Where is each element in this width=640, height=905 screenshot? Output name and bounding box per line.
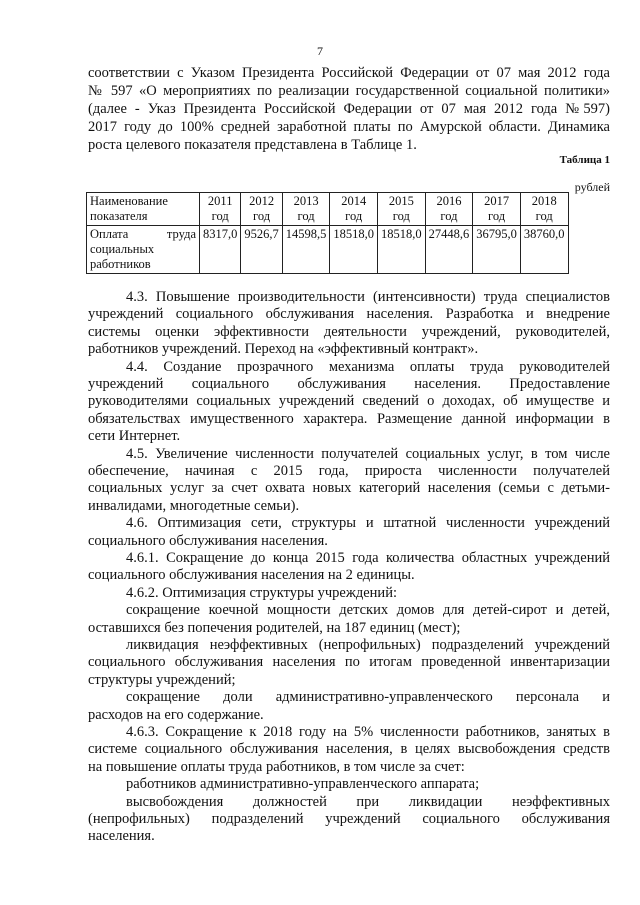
text-line: структуры учреждений; xyxy=(88,671,236,688)
table-header-row xyxy=(87,193,569,226)
text-line: на повышение оплаты труда работников, в том числе за счет: xyxy=(88,758,465,775)
year-cell: 2015 год xyxy=(378,193,426,226)
text-line: высвобождения должностей при ликвидации неэффективных xyxy=(126,793,610,810)
text-line: сокращение доли административно-управленческого персонала и xyxy=(126,689,610,706)
text-line: населения. xyxy=(88,828,155,845)
year-cell: 2011 год xyxy=(200,193,241,226)
intro-paragraph xyxy=(88,64,610,154)
year-cell: 2012 год xyxy=(241,193,282,226)
header-label-cell xyxy=(87,193,200,226)
text-line: обязательствах имущественного характера. Размещение данной информации в xyxy=(88,410,610,427)
text-line: 4.4. Создание прозрачного механизма оплаты труда руководителей xyxy=(126,358,610,375)
row-label-word: Оплата xyxy=(90,227,129,241)
text-line: руководителями социальных учреждений сведений о доходах, об имуществе и xyxy=(88,393,610,410)
text-line: ликвидация неэффективных (непрофильных) подразделений учреждений xyxy=(126,637,610,653)
value-cell: 38760,0 xyxy=(520,226,568,274)
year-cell: 2018 год xyxy=(520,193,568,226)
text-line: 4.6.2. Оптимизация структуры учреждений: xyxy=(126,584,397,601)
year-cell: 2017 год xyxy=(473,193,521,226)
text-line: 4.5. Увеличение численности получателей социальных услуг, в том числе xyxy=(126,445,610,462)
value-cell: 14598,5 xyxy=(282,226,330,274)
intro-line: (далее - Указ Президента Российской Федерации от 07 мая 2012 года №597) xyxy=(88,101,610,117)
row-label-cell xyxy=(87,226,200,274)
intro-line: № 597 «О мероприятиях по реализации государственной социальной политики» xyxy=(88,83,610,99)
text-line: сети Интернет. xyxy=(88,428,181,445)
text-line: обеспечение, начиная с 2015 года, прироста численности получателей xyxy=(88,463,610,479)
row-label-line: работников xyxy=(90,257,151,271)
text-line: социального обслуживания населения по итогам проведенной инвентаризации xyxy=(88,654,610,671)
text-line: оставшихся без попечения родителей, на 187 единиц (мест); xyxy=(88,619,461,636)
value-cell: 18518,0 xyxy=(378,226,426,274)
value-cell: 18518,0 xyxy=(330,226,378,274)
value-cell: 9526,7 xyxy=(241,226,282,274)
text-line: 4.3. Повышение производительности (интенсивности) труда специалистов xyxy=(126,289,610,305)
value-cell: 27448,6 xyxy=(425,226,473,274)
year-cell: 2016 год xyxy=(425,193,473,226)
text-line: социального обслуживания населения на 2 единицы. xyxy=(88,567,415,584)
text-line: (непрофильных) подразделений учреждений социального обслуживания xyxy=(88,811,610,827)
value-cell: 8317,0 xyxy=(200,226,241,274)
intro-line: роста целевого показателя представлена в Таблице 1. xyxy=(88,137,417,153)
year-cell: 2013 год xyxy=(282,193,330,226)
intro-line: соответствии с Указом Президента Российской Федерации от 07 мая 2012 года xyxy=(88,65,610,81)
text-line: 4.6.3. Сокращение к 2018 году на 5% численности работников, занятых в xyxy=(126,724,610,740)
header-label-line: показателя xyxy=(90,209,148,223)
row-label-word: труда xyxy=(166,227,196,241)
table-caption: Таблица 1 xyxy=(559,154,610,166)
text-line: 4.6.1. Сокращение до конца 2015 года количества областных учреждений xyxy=(126,550,610,566)
text-line: социального обслуживания населения. xyxy=(88,532,328,549)
table-unit: рублей xyxy=(574,180,610,194)
text-line: 4.6. Оптимизация сети, структуры и штатной численности учреждений xyxy=(126,515,610,532)
header-label-line: Наименование xyxy=(90,194,168,208)
text-line: сокращение коечной мощности детских домов для детей-сирот и детей, xyxy=(126,602,610,619)
salary-table xyxy=(86,192,569,274)
text-line: системе социального обслуживания населения, в целях высвобождения средств xyxy=(88,741,610,758)
text-line: работников учреждений. Переход на «эффективный контракт». xyxy=(88,341,479,358)
page-number: 7 xyxy=(317,44,323,58)
table-data-row xyxy=(87,226,569,274)
year-cell: 2014 год xyxy=(330,193,378,226)
text-line: расходов на его содержание. xyxy=(88,706,264,723)
text-line: учреждений социального обслуживания населения. Разработка и внедрение xyxy=(88,306,610,323)
text-line: системы оценки эффективности деятельности учреждений, руководителей, xyxy=(88,323,610,340)
text-line: инвалидами, многодетные семьи). xyxy=(88,497,300,514)
value-cell: 36795,0 xyxy=(473,226,521,274)
text-line: работников административно-управленческого аппарата; xyxy=(126,776,480,793)
row-label-line: социальных xyxy=(90,242,155,256)
text-line: социальных услуг за счет охвата новых категорий населения (семьи с детьми- xyxy=(88,480,610,497)
intro-line: 2017 году до 100% средней заработной платы по Амурской области. Динамика xyxy=(88,119,610,135)
text-line: учреждений социального обслуживания населения. Предоставление xyxy=(88,376,610,392)
